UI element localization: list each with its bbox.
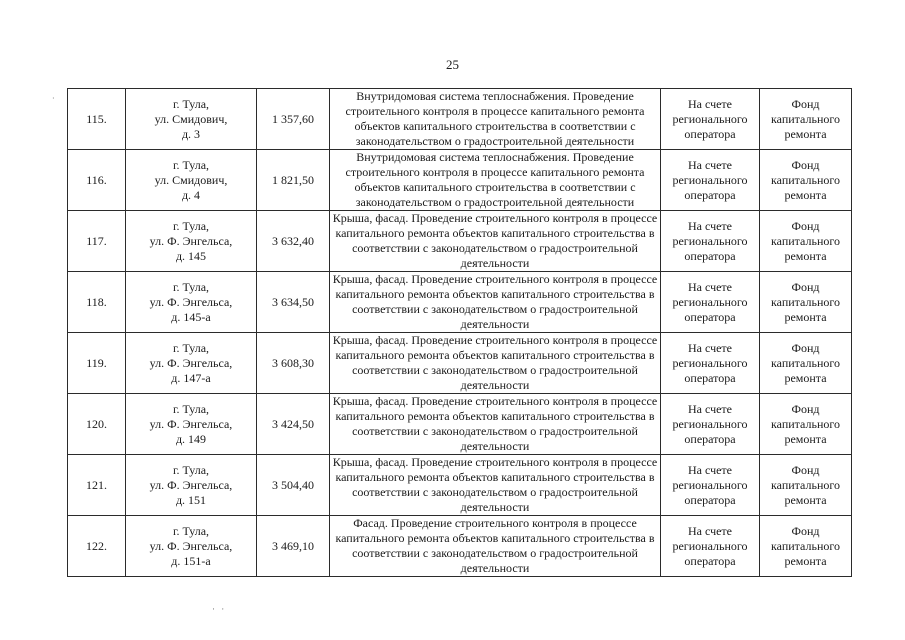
source-line-2: капитального bbox=[771, 111, 840, 126]
account-line-3: оператора bbox=[684, 309, 736, 324]
account-line-1: На счете bbox=[687, 218, 732, 233]
funding-source-cell bbox=[760, 211, 852, 272]
source-line-3: ремонта bbox=[784, 492, 827, 507]
source-line-1: Фонд bbox=[791, 218, 820, 233]
work-description: Внутридомовая система теплоснабжения. Проведение строительного контроля в процессе капитального ремонта объектов капитального строительства в соответствии с законодательством о градостроительной деятельности bbox=[330, 150, 661, 211]
work-description: Крыша, фасад. Проведение строительного контроля в процессе капитального ремонта объектов капитального строительства в соответствии с законодательством о градостроительной деятельности bbox=[330, 394, 661, 455]
table-row bbox=[68, 455, 852, 516]
account-line-2: регионального bbox=[672, 294, 748, 309]
source-line-1: Фонд bbox=[791, 340, 820, 355]
address-house: д. 149 bbox=[175, 431, 207, 446]
table-row bbox=[68, 89, 852, 150]
table-row bbox=[68, 333, 852, 394]
table-row bbox=[68, 272, 852, 333]
funding-source-cell bbox=[760, 89, 852, 150]
address-street: ул. Ф. Энгельса, bbox=[149, 355, 233, 370]
funding-source-cell bbox=[760, 455, 852, 516]
row-number: 117. bbox=[68, 211, 126, 272]
address-cell bbox=[126, 211, 257, 272]
address-cell bbox=[126, 455, 257, 516]
address-house: д. 145-а bbox=[171, 309, 211, 324]
account-cell bbox=[661, 150, 760, 211]
address-house: д. 151-а bbox=[171, 553, 211, 568]
address-house: д. 147-а bbox=[171, 370, 211, 385]
account-line-3: оператора bbox=[684, 492, 736, 507]
account-cell bbox=[661, 394, 760, 455]
cost-cell: 3 634,50 bbox=[257, 272, 330, 333]
cost-cell: 1 357,60 bbox=[257, 89, 330, 150]
address-city: г. Тула, bbox=[172, 157, 210, 172]
funding-source-cell bbox=[760, 516, 852, 577]
row-number: 120. bbox=[68, 394, 126, 455]
source-line-1: Фонд bbox=[791, 157, 820, 172]
row-number: 116. bbox=[68, 150, 126, 211]
address-city: г. Тула, bbox=[172, 340, 210, 355]
source-line-2: капитального bbox=[771, 538, 840, 553]
address-house: д. 3 bbox=[181, 126, 201, 141]
cost-cell: 3 608,30 bbox=[257, 333, 330, 394]
account-line-2: регионального bbox=[672, 233, 748, 248]
row-number: 122. bbox=[68, 516, 126, 577]
account-line-1: На счете bbox=[687, 462, 732, 477]
account-cell bbox=[661, 272, 760, 333]
account-line-2: регионального bbox=[672, 416, 748, 431]
address-cell bbox=[126, 150, 257, 211]
account-line-2: регионального bbox=[672, 355, 748, 370]
table-row bbox=[68, 211, 852, 272]
funding-source-cell bbox=[760, 333, 852, 394]
address-cell bbox=[126, 89, 257, 150]
address-city: г. Тула, bbox=[172, 462, 210, 477]
address-house: д. 4 bbox=[181, 187, 201, 202]
address-cell bbox=[126, 333, 257, 394]
account-line-1: На счете bbox=[687, 157, 732, 172]
table-row bbox=[68, 394, 852, 455]
address-cell bbox=[126, 394, 257, 455]
repair-works-table bbox=[67, 88, 852, 577]
work-description: Внутридомовая система теплоснабжения. Проведение строительного контроля в процессе капитального ремонта объектов капитального строительства в соответствии с законодательством о градостроительной деятельности bbox=[330, 89, 661, 150]
account-cell bbox=[661, 516, 760, 577]
table-row bbox=[68, 150, 852, 211]
address-street: ул. Смидович, bbox=[154, 172, 228, 187]
work-description: Крыша, фасад. Проведение строительного контроля в процессе капитального ремонта объектов капитального строительства в соответствии с законодательством о градостроительной деятельности bbox=[330, 333, 661, 394]
row-number: 121. bbox=[68, 455, 126, 516]
address-street: ул. Ф. Энгельса, bbox=[149, 477, 233, 492]
source-line-3: ремонта bbox=[784, 126, 827, 141]
account-line-2: регионального bbox=[672, 477, 748, 492]
account-line-2: регионального bbox=[672, 538, 748, 553]
address-city: г. Тула, bbox=[172, 279, 210, 294]
cost-cell: 3 632,40 bbox=[257, 211, 330, 272]
account-line-2: регионального bbox=[672, 172, 748, 187]
cost-cell: 3 504,40 bbox=[257, 455, 330, 516]
source-line-1: Фонд bbox=[791, 462, 820, 477]
table-row bbox=[68, 516, 852, 577]
address-street: ул. Ф. Энгельса, bbox=[149, 416, 233, 431]
cost-cell: 3 424,50 bbox=[257, 394, 330, 455]
account-line-1: На счете bbox=[687, 279, 732, 294]
cost-cell: 3 469,10 bbox=[257, 516, 330, 577]
source-line-2: капитального bbox=[771, 355, 840, 370]
address-street: ул. Смидович, bbox=[154, 111, 228, 126]
row-number: 119. bbox=[68, 333, 126, 394]
address-cell bbox=[126, 272, 257, 333]
source-line-3: ремонта bbox=[784, 309, 827, 324]
source-line-2: капитального bbox=[771, 416, 840, 431]
account-cell bbox=[661, 333, 760, 394]
address-cell bbox=[126, 516, 257, 577]
scan-speck: · bbox=[52, 94, 55, 103]
funding-source-cell bbox=[760, 150, 852, 211]
account-line-3: оператора bbox=[684, 126, 736, 141]
source-line-2: капитального bbox=[771, 172, 840, 187]
scan-artifact: · · bbox=[212, 604, 227, 614]
address-city: г. Тула, bbox=[172, 401, 210, 416]
work-description: Крыша, фасад. Проведение строительного контроля в процессе капитального ремонта объектов капитального строительства в соответствии с законодательством о градостроительной деятельности bbox=[330, 272, 661, 333]
source-line-2: капитального bbox=[771, 294, 840, 309]
address-street: ул. Ф. Энгельса, bbox=[149, 294, 233, 309]
account-line-3: оператора bbox=[684, 431, 736, 446]
account-line-1: На счете bbox=[687, 523, 732, 538]
funding-source-cell bbox=[760, 394, 852, 455]
account-line-1: На счете bbox=[687, 340, 732, 355]
row-number: 118. bbox=[68, 272, 126, 333]
address-city: г. Тула, bbox=[172, 96, 210, 111]
work-description: Крыша, фасад. Проведение строительного контроля в процессе капитального ремонта объектов капитального строительства в соответствии с законодательством о градостроительной деятельности bbox=[330, 211, 661, 272]
account-line-3: оператора bbox=[684, 248, 736, 263]
account-line-2: регионального bbox=[672, 111, 748, 126]
source-line-3: ремонта bbox=[784, 370, 827, 385]
source-line-1: Фонд bbox=[791, 523, 820, 538]
source-line-1: Фонд bbox=[791, 96, 820, 111]
source-line-3: ремонта bbox=[784, 248, 827, 263]
account-cell bbox=[661, 211, 760, 272]
address-city: г. Тула, bbox=[172, 218, 210, 233]
row-number: 115. bbox=[68, 89, 126, 150]
account-line-3: оператора bbox=[684, 187, 736, 202]
source-line-1: Фонд bbox=[791, 401, 820, 416]
work-description: Фасад. Проведение строительного контроля в процессе капитального ремонта объектов капитального строительства в соответствии с законодательством о градостроительной деятельности bbox=[330, 516, 661, 577]
account-line-1: На счете bbox=[687, 401, 732, 416]
address-house: д. 145 bbox=[175, 248, 207, 263]
source-line-2: капитального bbox=[771, 233, 840, 248]
source-line-3: ремонта bbox=[784, 187, 827, 202]
account-cell bbox=[661, 89, 760, 150]
address-street: ул. Ф. Энгельса, bbox=[149, 233, 233, 248]
account-cell bbox=[661, 455, 760, 516]
cost-cell: 1 821,50 bbox=[257, 150, 330, 211]
account-line-3: оператора bbox=[684, 370, 736, 385]
account-line-1: На счете bbox=[687, 96, 732, 111]
address-house: д. 151 bbox=[175, 492, 207, 507]
funding-source-cell bbox=[760, 272, 852, 333]
source-line-1: Фонд bbox=[791, 279, 820, 294]
address-street: ул. Ф. Энгельса, bbox=[149, 538, 233, 553]
page-number: 25 bbox=[446, 57, 459, 72]
address-city: г. Тула, bbox=[172, 523, 210, 538]
account-line-3: оператора bbox=[684, 553, 736, 568]
source-line-3: ремонта bbox=[784, 553, 827, 568]
work-description: Крыша, фасад. Проведение строительного контроля в процессе капитального ремонта объектов капитального строительства в соответствии с законодательством о градостроительной деятельности bbox=[330, 455, 661, 516]
source-line-2: капитального bbox=[771, 477, 840, 492]
source-line-3: ремонта bbox=[784, 431, 827, 446]
